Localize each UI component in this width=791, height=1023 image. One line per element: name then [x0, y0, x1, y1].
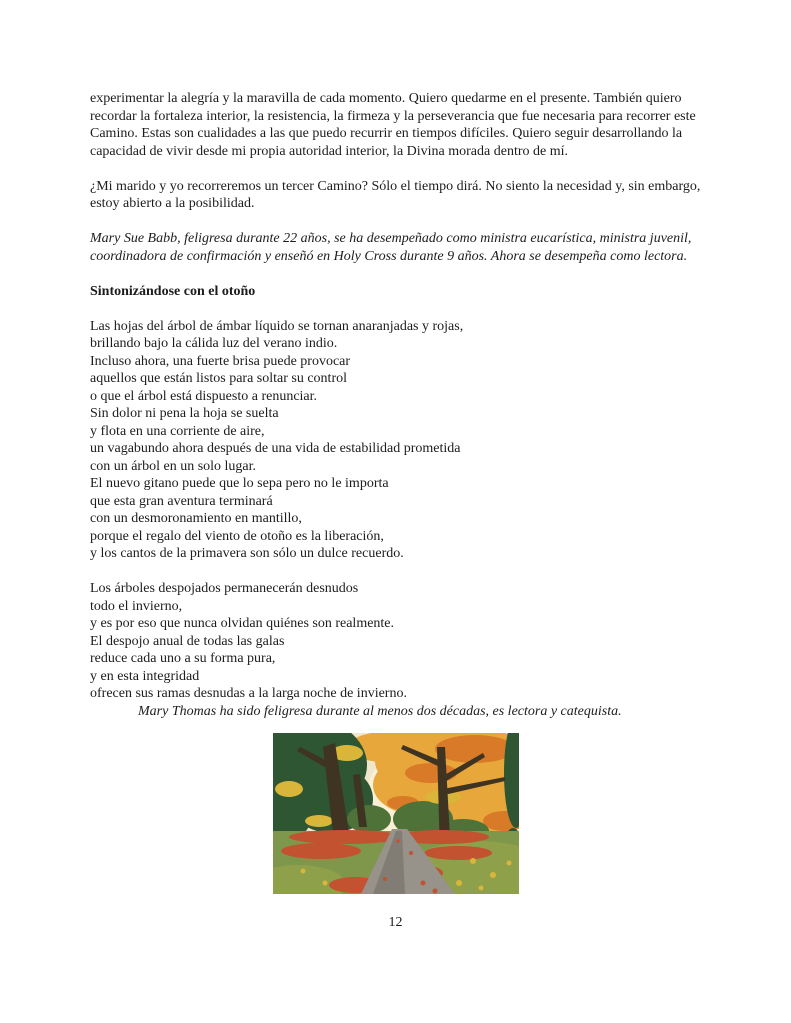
poem-line: un vagabundo ahora después de una vida de estabilidad prometida	[90, 441, 461, 456]
page-number: 12	[388, 915, 403, 930]
poem-line: con un árbol en un solo lugar.	[90, 458, 257, 474]
poem-line: Las hojas del árbol de ámbar líquido se tornan anaranjadas y rojas,	[90, 318, 464, 334]
poem-line: reduce cada uno a su forma pura,	[90, 651, 276, 666]
poem-line: y es por eso que nunca olvidan quiénes son realmente.	[90, 616, 395, 631]
poem-line: y en esta integridad	[90, 668, 200, 684]
poem-line: brillando bajo la cálida luz del verano indio.	[90, 336, 338, 351]
poem-line: y flota en una corriente de aire,	[90, 423, 265, 439]
poem-line: o que el árbol está dispuesto a renunciar.	[90, 388, 318, 404]
autumn-path-photo-graphic	[273, 733, 519, 894]
author-note-1: Mary Sue Babb, feligresa durante 22 años, se ha desempeñado como ministra eucarística, ministra juvenil, coordinadora de confirmación y enseñó en Holy Cross durante 9 años. Ahora se desempeña como lectora.	[90, 231, 692, 264]
poem-stanza-2	[90, 580, 701, 703]
body-paragraph-1: experimentar la alegría y la maravilla de cada momento. Quiero quedarme en el presente. También quiero recordar la fortaleza interior, la resistencia, la firmeza y la perseverancia que fue necesaria para recorrer este Camino. Estas son cualidades a las que puedo recurrir en tiempos difíciles. Quiero seguir desarrollando la capacidad de vivir desde mi propia autoridad interior, la Divina morada dentro de mí.	[90, 91, 696, 159]
poem-line: El nuevo gitano puede que lo sepa pero no le importa	[90, 476, 389, 491]
poem-line: Sin dolor ni pena la hoja se suelta	[90, 406, 279, 421]
poem-line: Incluso ahora, una fuerte brisa puede provocar	[90, 353, 351, 369]
poem-stanza-1	[90, 318, 701, 563]
poem-line: porque el regalo del viento de otoño es la liberación,	[90, 528, 384, 544]
poem-line: con un desmoronamiento en mantillo,	[90, 511, 302, 526]
author-note-2: Mary Thomas ha sido feligresa durante al menos dos décadas, es lectora y catequista.	[138, 703, 622, 719]
poem-line: Los árboles despojados permanecerán desnudos	[90, 581, 359, 596]
poem-line: que esta gran aventura terminará	[90, 493, 273, 509]
autumn-path-photo	[273, 733, 519, 894]
body-paragraph-2: ¿Mi marido y yo recorreremos un tercer Camino? Sólo el tiempo dirá. No siento la necesidad y, sin embargo, estoy abierto a la posibilidad.	[90, 178, 701, 211]
poem-line: aquellos que están listos para soltar su control	[90, 371, 347, 386]
poem-line: todo el invierno,	[90, 598, 183, 614]
poem-line: El despojo anual de todas las galas	[90, 633, 285, 649]
poem-line: y los cantos de la primavera son sólo un dulce recuerdo.	[90, 546, 404, 561]
section-heading: Sintonizándose con el otoño	[90, 283, 256, 299]
poem-line: ofrecen sus ramas desnudas a la larga noche de invierno.	[90, 686, 407, 701]
